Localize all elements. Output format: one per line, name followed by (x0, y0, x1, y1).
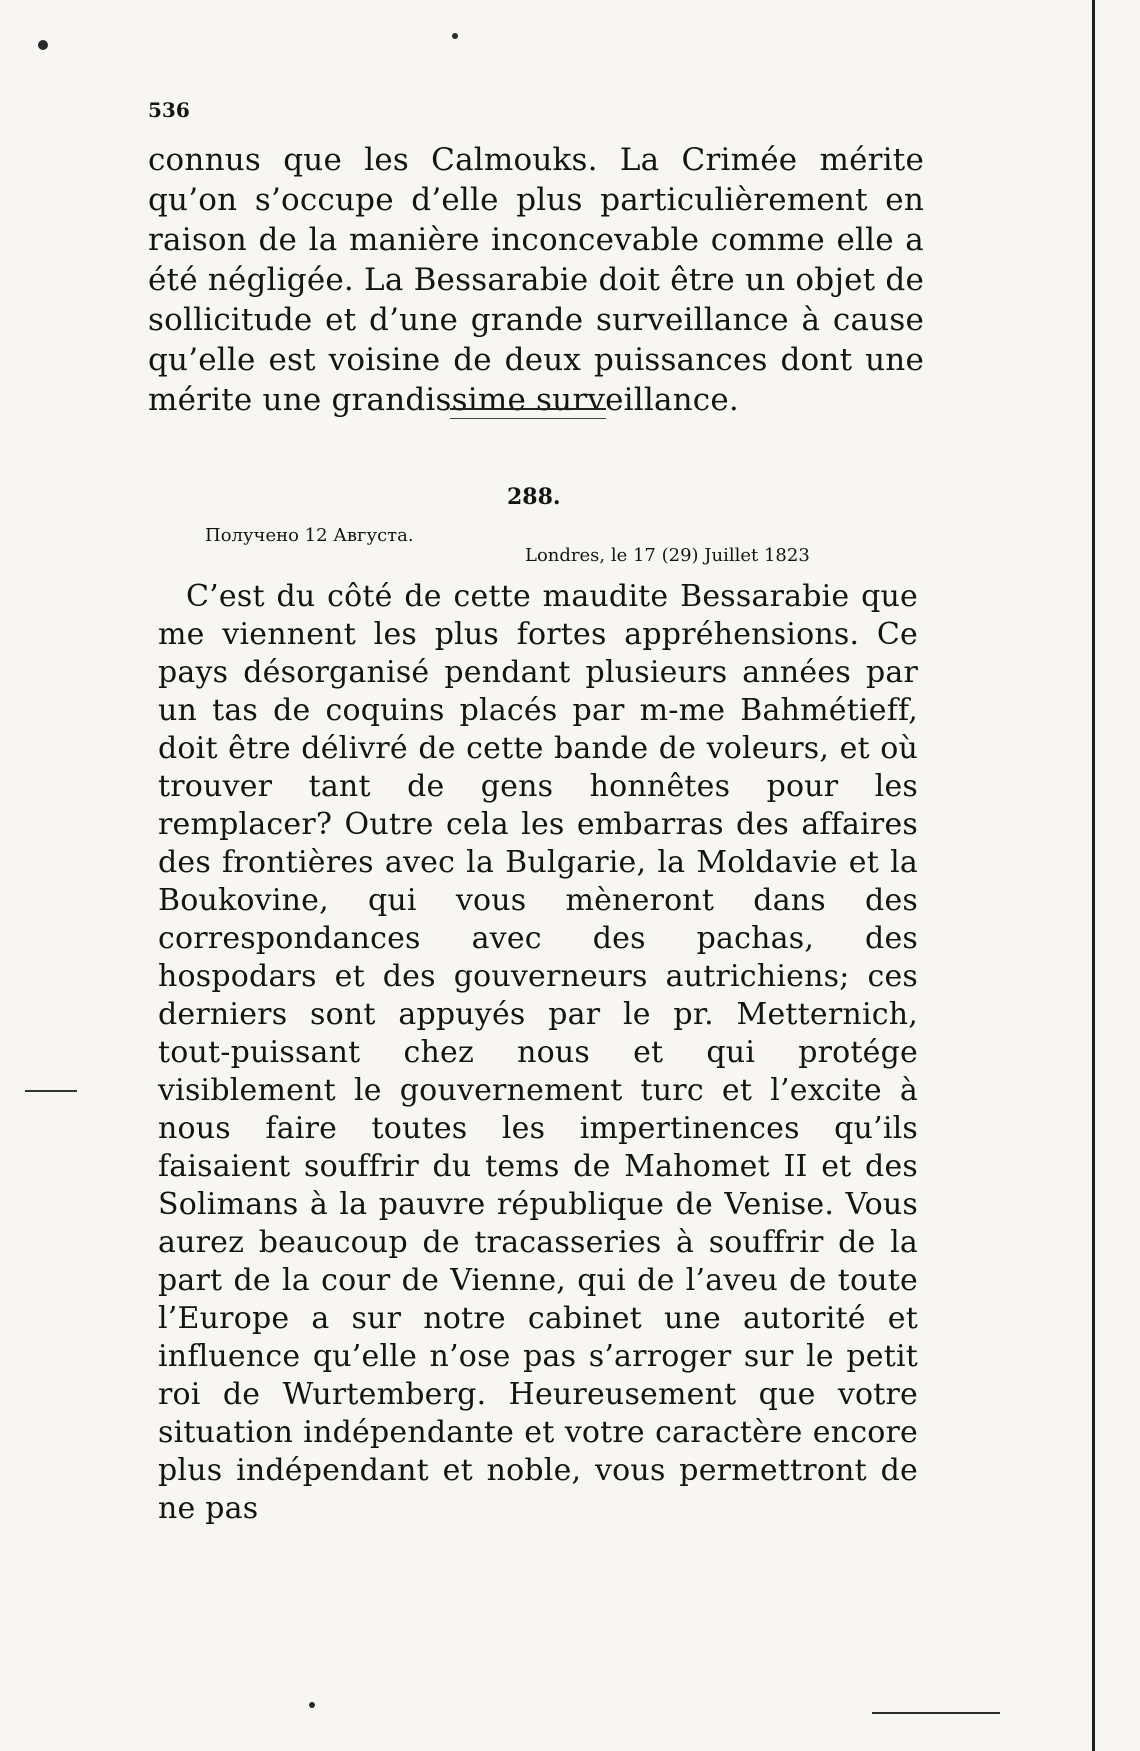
section-divider (450, 408, 606, 419)
ink-spot (38, 40, 48, 50)
received-date: Получено 12 Августа. (205, 525, 414, 546)
ink-spot (309, 1702, 315, 1708)
opening-paragraph: connus que les Calmouks. La Crimée mérite qu’on s’occupe d’elle plus particulièrement en raison de la manière inconcevable comme elle a été négligée. La Bessarabie doit être un objet de sollicitude et d’une grande surveillance à cause qu’elle est voisine de deux puissances dont une mérite une grandissime surveillance. (148, 142, 924, 418)
page-number: 536 (148, 98, 190, 122)
margin-mark (25, 1090, 77, 1092)
document-number: 288. (507, 484, 561, 510)
ink-spot (452, 33, 458, 39)
letter-body: C’est du côté de cette maudite Bessarabie que me viennent les plus fortes appréhensions. Ce pays désorganisé pendant plusieurs années par un tas de coquins placés par m-me Bahmétieff, doit être délivré de cette bande de voleurs, et où trouver tant de gens honnêtes pour les remplacer? Outre cela les embarras des affaires des frontières avec la Bulgarie, la Moldavie et la Boukovine, qui vous mèneront dans des correspondances avec des pachas, des hospodars et des gouverneurs autrichiens; ces derniers sont appuyés par le pr. Metternich, tout-puissant chez nous et qui protége visiblement le gouvernement turc et l’excite à nous faire toutes les impertinences qu’ils faisaient souffrir du tems de Mahomet II et des Solimans à la pauvre république de Venise. Vous aurez beaucoup de tracasseries à souffrir de la part de la cour de Vienne, qui de l’aveu de toute l’Europe a sur notre cabinet une autorité et influence qu’elle n’ose pas s’arroger sur le petit roi de Wurtemberg. Heureusement que votre situation indépendante et votre caractère encore plus indépendant et noble, vous permettront de ne pas (158, 579, 918, 1526)
book-spine-edge (1092, 0, 1095, 1751)
footer-rule (872, 1712, 1000, 1714)
place-and-date: Londres, le 17 (29) Juillet 1823 (525, 545, 810, 566)
